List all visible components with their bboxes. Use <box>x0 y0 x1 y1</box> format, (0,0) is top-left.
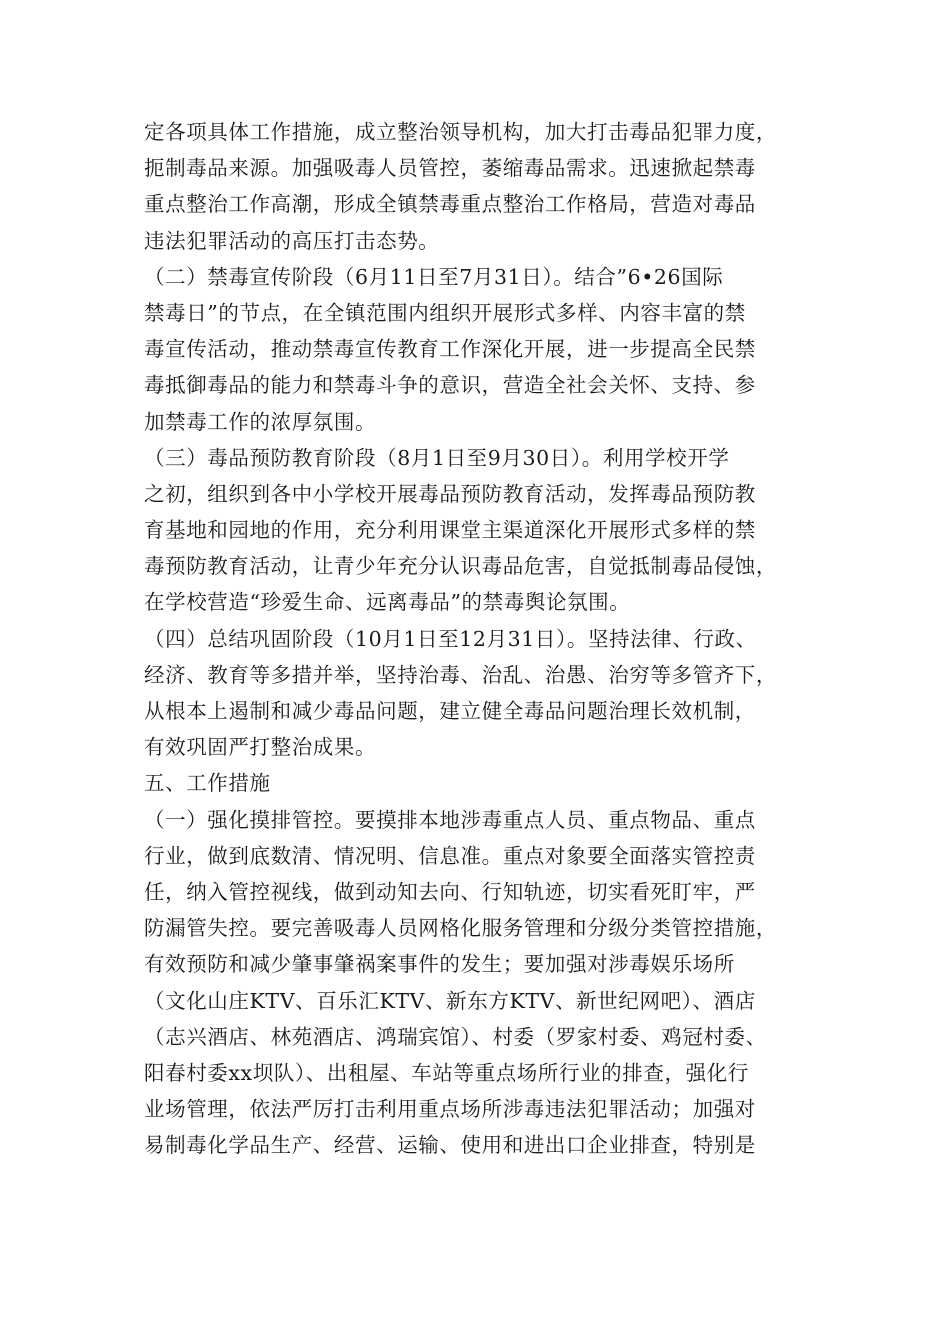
text-line: 加禁毒工作的浓厚氛围。 <box>144 409 377 434</box>
text-line: （一）强化摸排管控。要摸排本地涉毒重点人员、重点物品、重点 <box>144 807 756 832</box>
text-line: 五、工作措施 <box>144 771 271 796</box>
text-line: 定各项具体工作措施，成立整治领导机构，加大打击毒品犯罪力度， <box>144 120 777 144</box>
text-line: 防漏管失控。要完善吸毒人员网格化服务管理和分级分类管控措施， <box>144 916 777 941</box>
text-line: 经济、教育等多措并举，坚持治毒、治乱、治愚、治穷等多管齐下， <box>144 662 777 687</box>
text-line: （三）毒品预防教育阶段（8月1日至9月30日）。利用学校开学 <box>144 445 730 470</box>
text-line: 阳春村委xx坝队）、出租屋、车站等重点场所行业的排查，强化行 <box>144 1060 749 1085</box>
text-line: 毒宣传活动，推动禁毒宣传教育工作深化开展，进一步提高全民禁 <box>144 337 756 362</box>
text-line: 任，纳入管控视线，做到动知去向、行知轨迹，切实看死盯牢，严 <box>144 879 756 904</box>
text-line: （志兴酒店、林苑酒店、鸿瑞宾馆）、村委（罗家村委、鸡冠村委、 <box>144 1024 767 1049</box>
text-line: （文化山庄KTV、百乐汇KTV、新东方KTV、新世纪网吧）、酒店 <box>144 988 756 1013</box>
text-line: 重点整治工作高潮，形成全镇禁毒重点整治工作格局，营造对毒品 <box>144 192 756 217</box>
text-line: （二）禁毒宣传阶段（6月11日至7月31日）。结合”6•26国际 <box>144 264 724 289</box>
text-line: 禁毒日”的节点，在全镇范围内组织开展形式多样、内容丰富的禁 <box>144 300 746 325</box>
text-line: 行业，做到底数清、情况明、信息准。重点对象要全面落实管控责 <box>144 843 756 868</box>
text-line: 从根本上遏制和减少毒品问题，建立健全毒品问题治理长效机制， <box>144 699 756 723</box>
text-line: 违法犯罪活动的高压打击态势。 <box>144 228 440 253</box>
text-line: 之初，组织到各中小学校开展毒品预防教育活动，发挥毒品预防教 <box>144 481 756 506</box>
text-line: 毒抵御毒品的能力和禁毒斗争的意识，营造全社会关怀、支持、参 <box>144 373 756 398</box>
text-line: 在学校营造“珍爱生命、远离毒品”的禁毒舆论氛围。 <box>144 590 631 615</box>
text-line: 育基地和园地的作用，充分利用课堂主渠道深化开展形式多样的禁 <box>144 518 756 543</box>
document-body <box>144 114 814 1163</box>
text-line: 有效预防和减少肇事肇祸案事件的发生；要加强对涉毒娱乐场所 <box>144 952 735 977</box>
text-line: 业场管理，依法严厉打击利用重点场所涉毒违法犯罪活动；加强对 <box>144 1097 756 1122</box>
text-line: 有效巩固严打整治成果。 <box>144 735 377 760</box>
text-line: 易制毒化学品生产、经营、运输、使用和进出口企业排查，特别是 <box>144 1133 756 1158</box>
text-line: 毒预防教育活动，让青少年充分认识毒品危害，自觉抵制毒品侵蚀， <box>144 554 777 579</box>
text-line: 扼制毒品来源。加强吸毒人员管控，萎缩毒品需求。迅速掀起禁毒 <box>144 156 756 181</box>
text-line: （四）总结巩固阶段（10月1日至12月31日）。坚持法律、行政、 <box>144 626 757 651</box>
